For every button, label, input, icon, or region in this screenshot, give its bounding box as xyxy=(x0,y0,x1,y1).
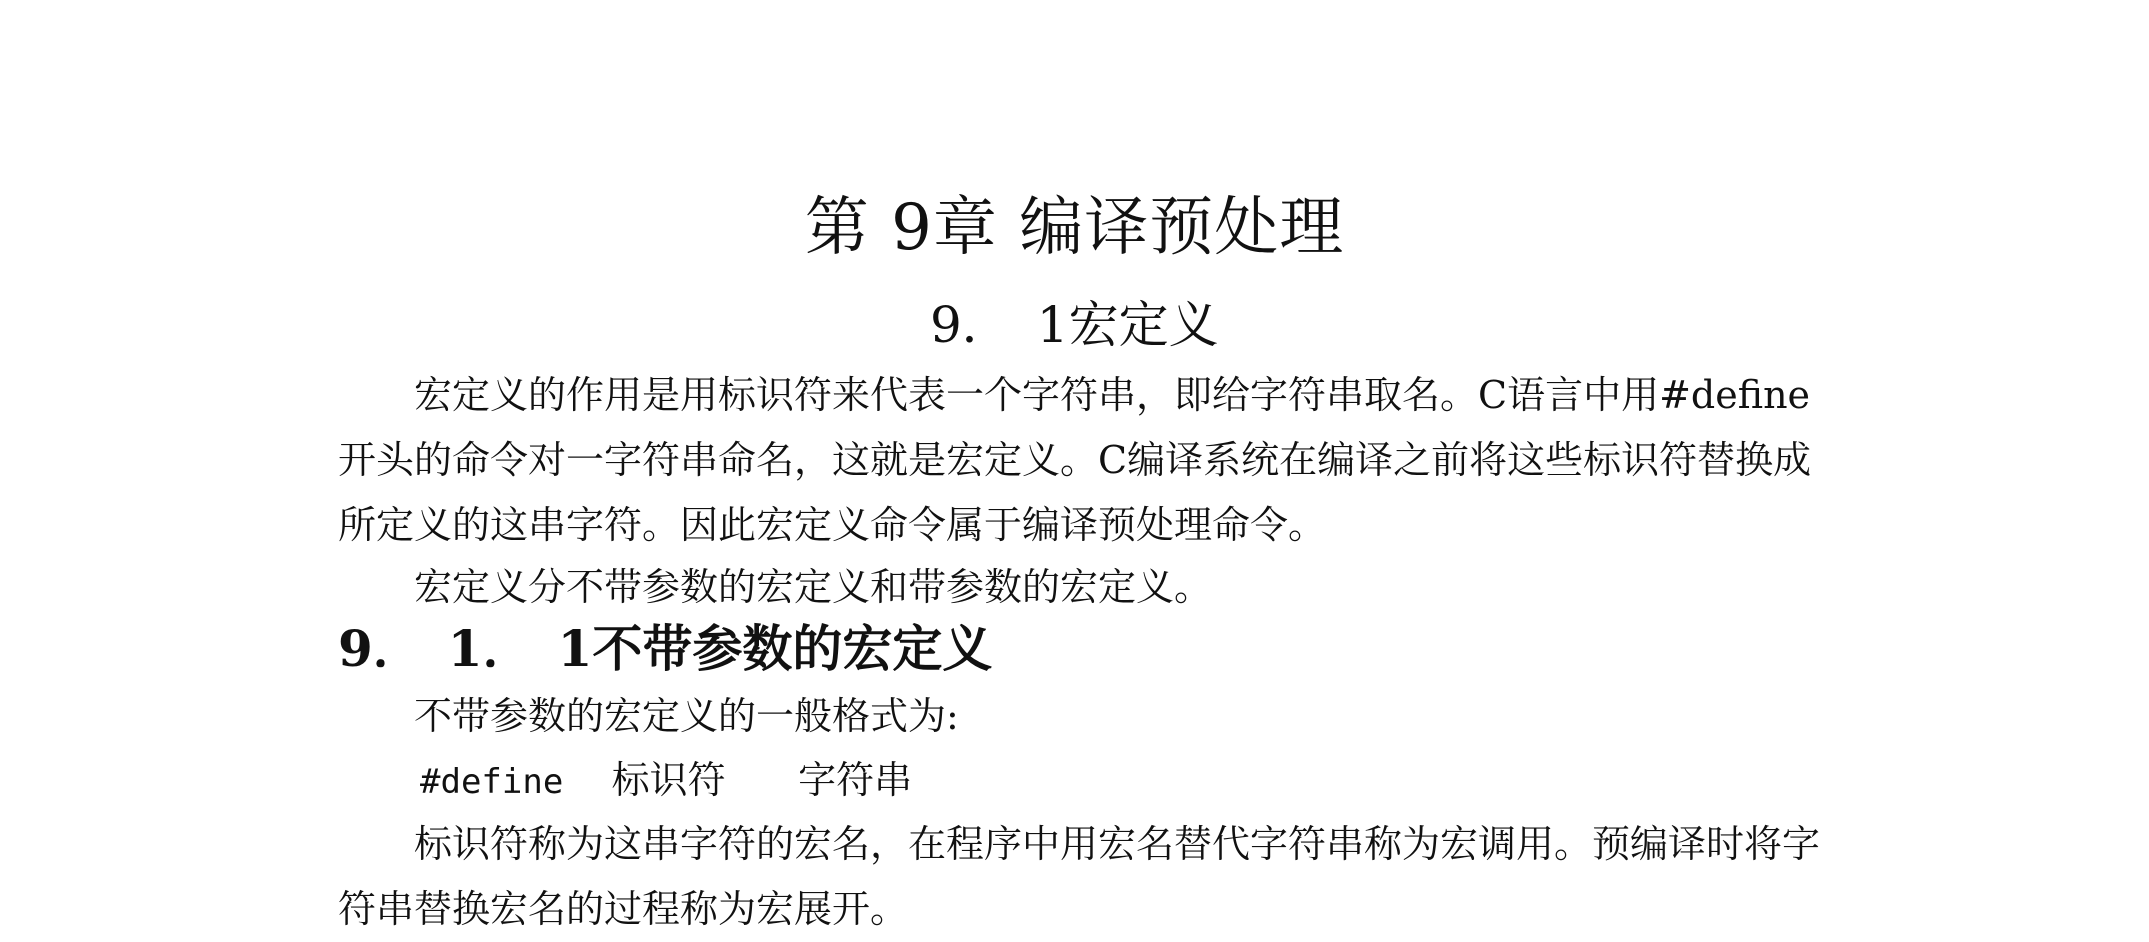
identifier-placeholder: 标识符 xyxy=(611,758,726,802)
string-placeholder: 字符串 xyxy=(798,758,913,802)
subsection-title: 9． 1． 1不带参数的宏定义 xyxy=(338,619,993,678)
section-title: 9． 1宏定义 xyxy=(930,296,1219,354)
paragraph-general-format: 不带参数的宏定义的一般格式为: xyxy=(414,694,959,738)
define-syntax-line xyxy=(420,750,912,812)
paragraph-macro-expansion: 标识符称为这串字符的宏名，在程序中用宏名替代字符串称为宏调用。预编译时将字符串替换宏名的过程称为宏展开。 xyxy=(338,822,1821,931)
paragraph-macro-definition: 宏定义的作用是用标识符来代表一个字符串，即给字符串取名。C语言中用#define开头的命令对一字符串命名，这就是宏定义。C编译系统在编译之前将这些标识符替换成所定义的这串字符。因此宏定义命令属于编译预处理命令。 xyxy=(338,373,1812,547)
paragraph-macro-types: 宏定义分不带参数的宏定义和带参数的宏定义。 xyxy=(414,565,1213,609)
define-keyword: #define xyxy=(420,762,564,802)
chapter-title: 第 9章 编译预处理 xyxy=(804,191,1345,265)
